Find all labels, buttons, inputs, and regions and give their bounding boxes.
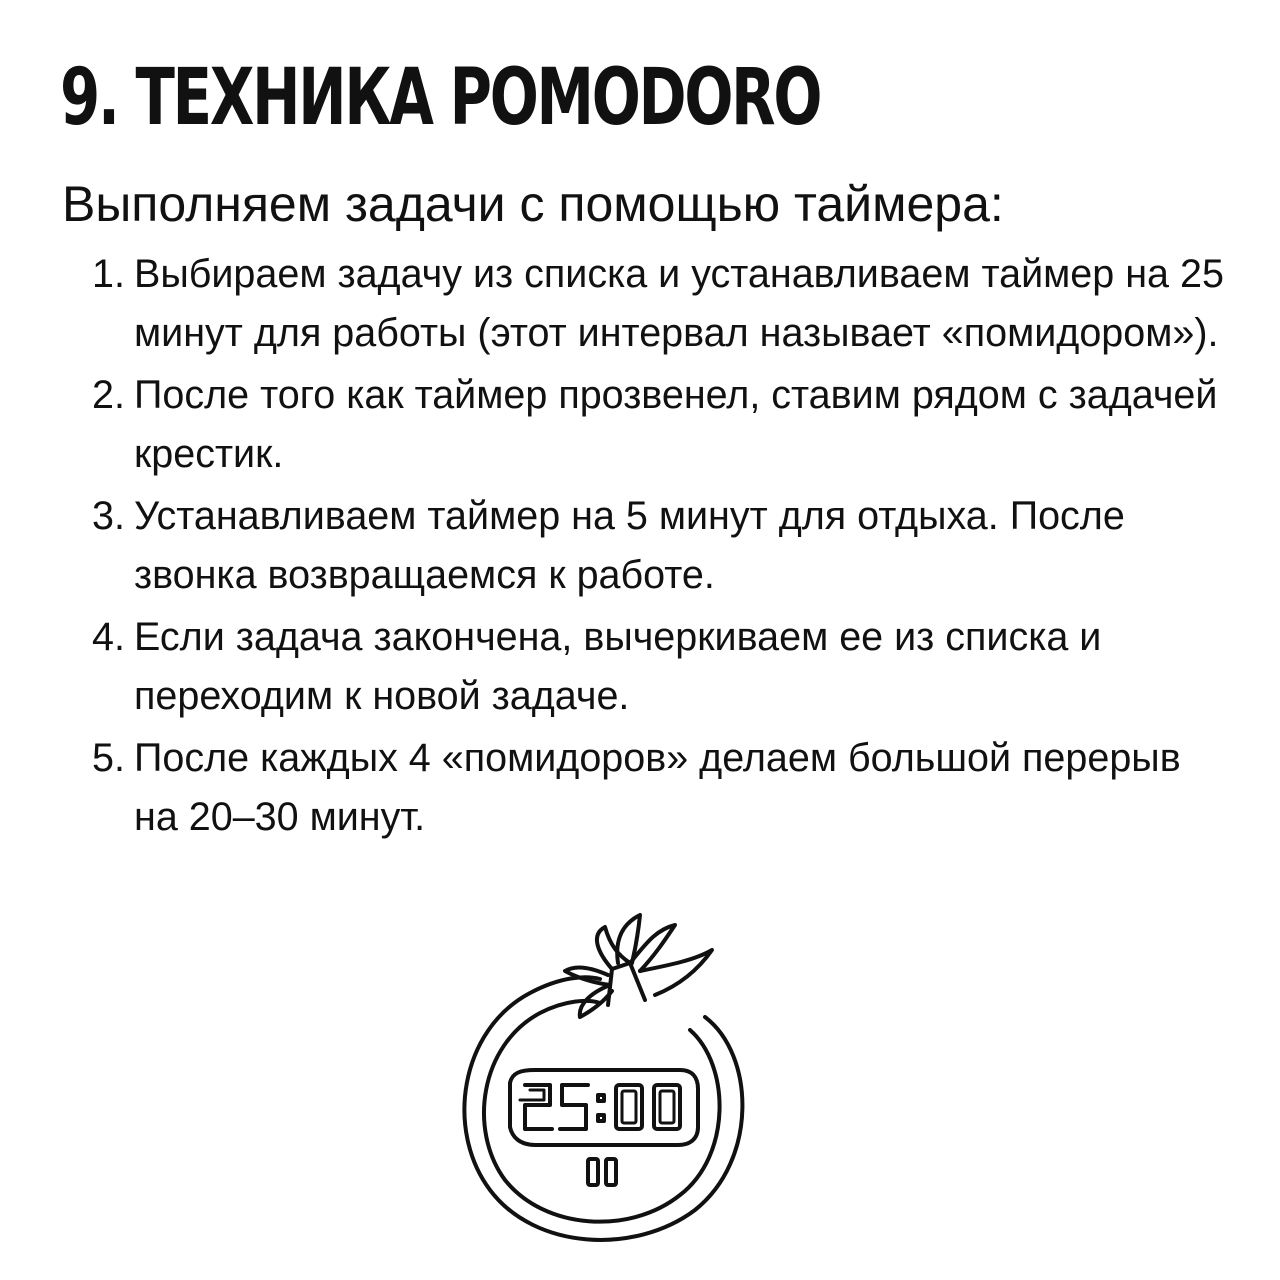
step-number: 1. — [92, 252, 125, 296]
list-item — [92, 366, 1232, 484]
step-number: 2. — [92, 373, 125, 417]
timer-colon — [598, 1095, 604, 1101]
step-text: Выбираем задачу из списка и устанавливаем таймер на 25 минут для работы (этот интервал называет «помидором»). — [134, 252, 1224, 355]
tomato-inner-outline — [484, 1001, 720, 1222]
step-number: 3. — [92, 494, 125, 538]
step-text: После того как таймер прозвенел, ставим рядом с задачей крестик. — [134, 373, 1218, 476]
timer-digit — [525, 1085, 552, 1129]
timer-display — [510, 1070, 698, 1145]
step-text: Если задача закончена, вычеркиваем ее из списка и переходим к новой задаче. — [134, 615, 1102, 718]
page-title: 9. ТЕХНИКА POMODORO — [60, 53, 821, 143]
timer-digit — [560, 1085, 588, 1129]
step-text: После каждых 4 «помидоров» делаем большой перерыв на 20–30 минут. — [134, 736, 1181, 839]
steps-list — [92, 245, 1232, 850]
step-number: 5. — [92, 736, 125, 780]
step-text: Устанавливаем таймер на 5 минут для отдыха. После звонка возвращаемся к работе. — [134, 494, 1125, 597]
tomato-outline — [464, 977, 742, 1240]
list-item — [92, 245, 1232, 363]
subtitle: Выполняем задачи с помощью таймера: — [62, 176, 1004, 232]
tomato-timer-icon — [440, 905, 780, 1250]
pause-icon — [588, 1159, 598, 1185]
list-item — [92, 729, 1232, 847]
list-item — [92, 487, 1232, 605]
list-item — [92, 608, 1232, 726]
step-number: 4. — [92, 615, 125, 659]
